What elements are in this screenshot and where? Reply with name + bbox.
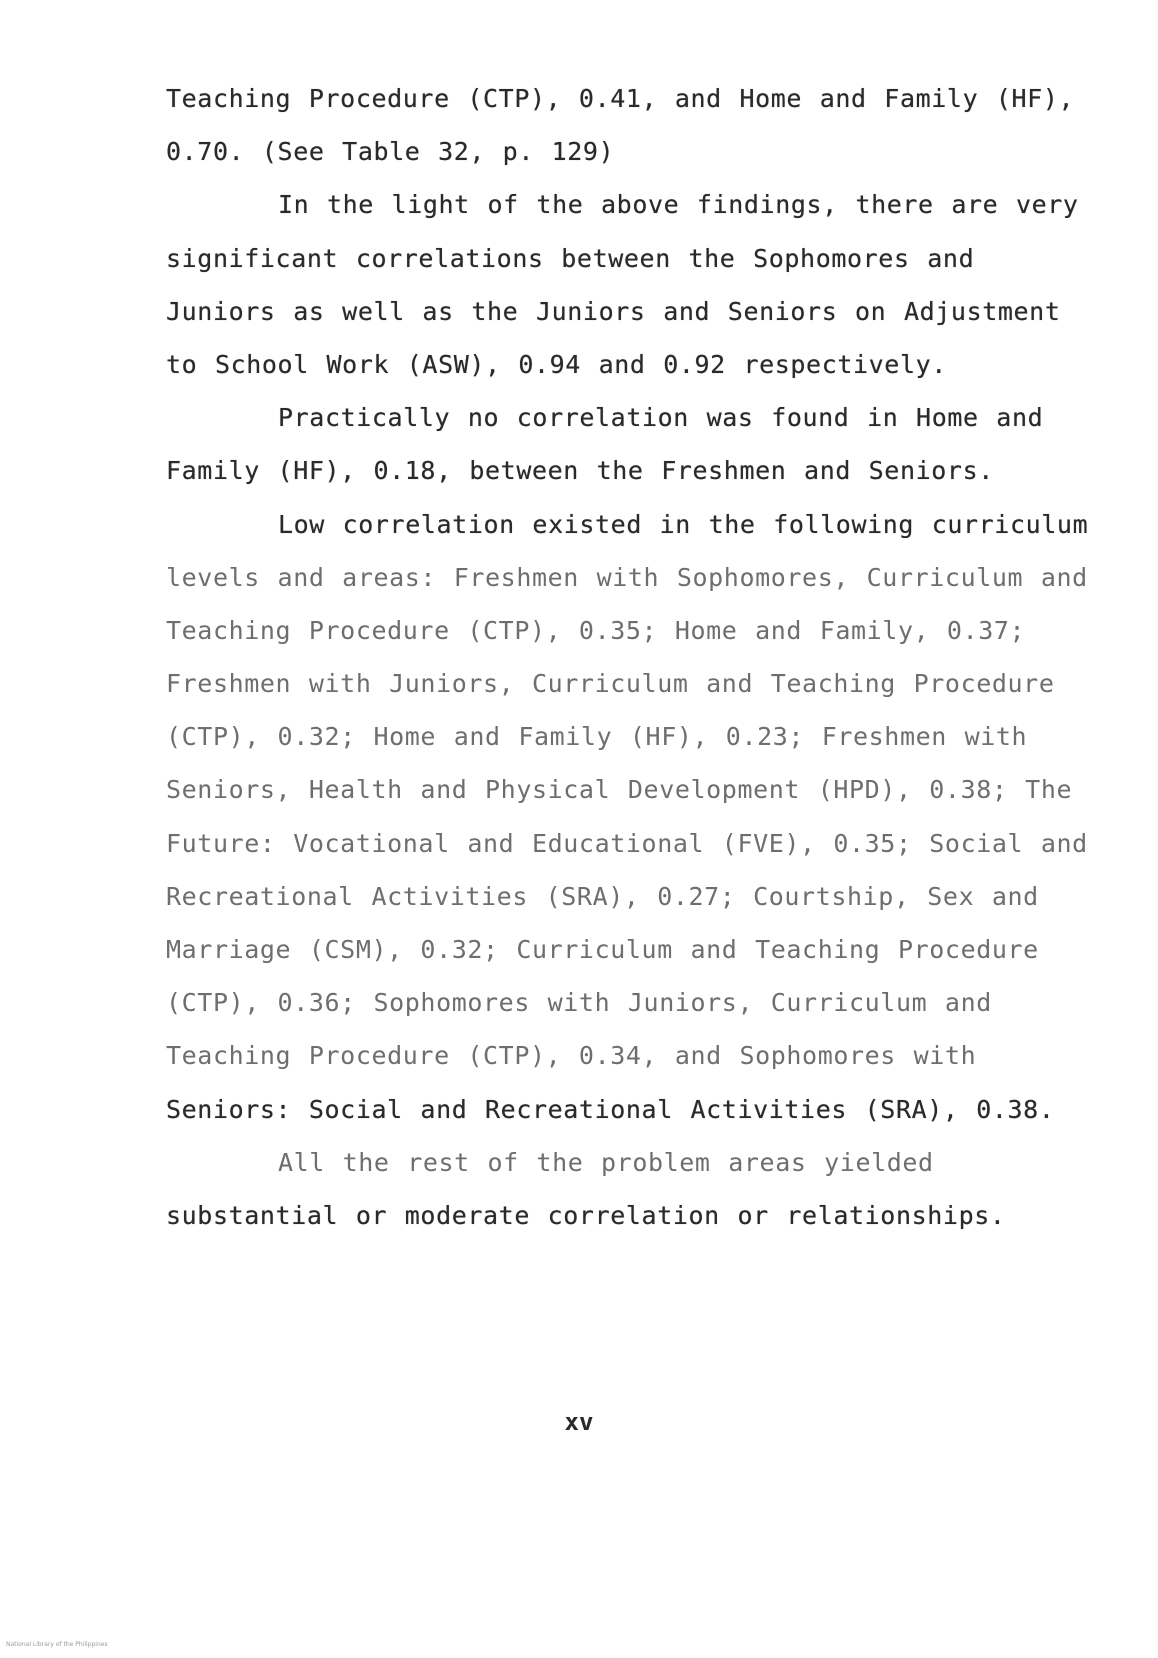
- text-line: (CTP), 0.36; Sophomores with Juniors, Curriculum and: [166, 988, 992, 1018]
- text-line: substantial or moderate correlation or relationships.: [166, 1200, 1006, 1230]
- text-line: Future: Vocational and Educational (FVE), 0.35; Social and: [166, 828, 1088, 858]
- paragraph-first-line: Practically no correlation was found in Home and: [278, 403, 1044, 433]
- text-line: Marriage (CSM), 0.32; Curriculum and Teaching Procedure: [166, 935, 1039, 964]
- paragraph-first-line: All the rest of the problem areas yielded: [278, 1147, 934, 1177]
- text-line: 0.70. (See Table 32, p. 129): [166, 137, 615, 167]
- text-line: Seniors, Health and Physical Development (HPD), 0.38; The: [166, 775, 1073, 805]
- text-line: Seniors: Social and Recreational Activities (SRA), 0.38.: [166, 1094, 1055, 1124]
- text-line: Teaching Procedure (CTP), 0.35; Home and Family, 0.37;: [166, 615, 1026, 645]
- text-line: Juniors as well as the Juniors and Seniors on Adjustment: [166, 296, 1061, 326]
- page-number: xv: [564, 1408, 594, 1436]
- text-line: significant correlations between the Sophomores and: [166, 243, 975, 273]
- text-line: Freshmen with Juniors, Curriculum and Teaching Procedure: [166, 669, 1055, 699]
- text-line: Family (HF), 0.18, between the Freshmen and Seniors.: [166, 456, 994, 486]
- text-line: to School Work (ASW), 0.94 and 0.92 respectively.: [166, 349, 947, 379]
- paragraph-first-line: In the light of the above findings, there are very: [278, 190, 1079, 220]
- text-line: levels and areas: Freshmen with Sophomores, Curriculum and: [166, 562, 1088, 592]
- text-line: Teaching Procedure (CTP), 0.41, and Home and Family (HF),: [166, 84, 1075, 113]
- text-line: Teaching Procedure (CTP), 0.34, and Sophomores with: [166, 1041, 977, 1071]
- footer-stamp: National Library of the Philippines: [6, 1641, 108, 1648]
- text-line: (CTP), 0.32; Home and Family (HF), 0.23; Freshmen with: [166, 722, 1028, 752]
- body-text: [166, 72, 1126, 1242]
- text-line: Recreational Activities (SRA), 0.27; Courtship, Sex and: [166, 881, 1039, 911]
- paragraph-first-line: Low correlation existed in the following curriculum: [278, 509, 1089, 539]
